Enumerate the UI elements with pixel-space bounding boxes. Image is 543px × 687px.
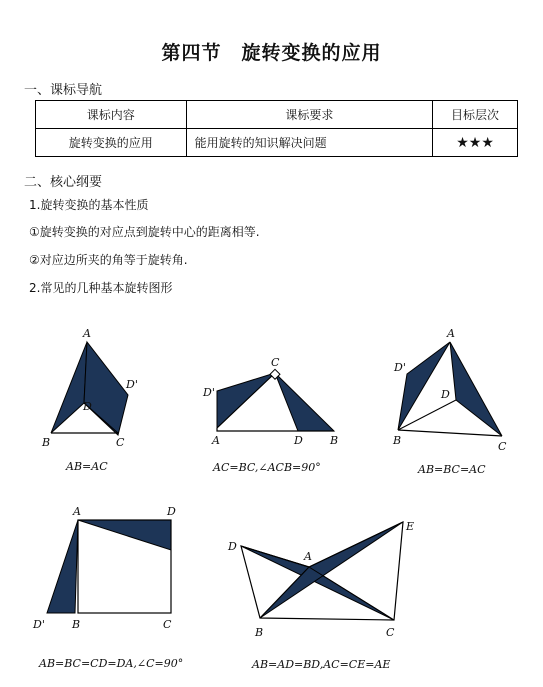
figure-2 xyxy=(202,356,338,474)
vertex-label: A xyxy=(212,434,220,447)
shaded-triangle xyxy=(260,522,403,618)
shaded-triangle xyxy=(241,546,394,620)
vertex-label: D' xyxy=(394,361,406,374)
vertex-label: D xyxy=(228,540,237,553)
body-line: 2.常见的几种基本旋转图形 xyxy=(29,281,173,295)
vertex-label: A xyxy=(304,550,312,563)
vertex-label: A xyxy=(83,327,91,340)
figure-4 xyxy=(32,505,183,670)
table-cell: 能用旋转的知识解决问题 xyxy=(186,129,432,157)
body-line: ①旋转变换的对应点到旋转中心的距离相等. xyxy=(29,225,260,239)
vertex-label: B xyxy=(330,434,339,447)
vertex-label: B xyxy=(72,618,81,631)
figure-caption: AB=AD=BD,AC=CE=AE xyxy=(252,658,391,671)
section-heading-curriculum: 一、课标导航 xyxy=(24,83,103,98)
table-header-cell: 课标要求 xyxy=(186,101,432,129)
vertex-label: B xyxy=(255,626,264,639)
figure-caption: AB=AC xyxy=(66,460,108,473)
vertex-label: B xyxy=(42,436,51,449)
vertex-label: C xyxy=(271,356,280,369)
vertex-label: D xyxy=(294,434,303,447)
body-line: ②对应边所夹的角等于旋转角. xyxy=(29,253,188,267)
shaded-triangle xyxy=(275,373,334,431)
vertex-label: C xyxy=(163,618,172,631)
page-title: 第四节 旋转变换的应用 xyxy=(161,42,382,64)
vertex-label: D xyxy=(83,400,92,413)
vertex-label: A xyxy=(447,327,455,340)
section-heading-outline: 二、核心纲要 xyxy=(24,175,103,190)
vertex-label: D' xyxy=(126,378,138,391)
vertex-label: D xyxy=(441,388,450,401)
table-cell: 旋转变换的应用 xyxy=(36,129,187,157)
vertex-label: A xyxy=(73,505,81,518)
vertex-label: C xyxy=(116,436,125,449)
figure-1 xyxy=(41,327,138,473)
figure-caption: AB=BC=AC xyxy=(418,463,486,476)
vertex-label: D xyxy=(167,505,176,518)
vertex-label: D' xyxy=(33,618,45,631)
figure-3 xyxy=(392,327,507,476)
body-line: 1.旋转变换的基本性质 xyxy=(29,198,149,212)
shaded-triangle xyxy=(450,342,502,436)
vertex-label: C xyxy=(386,626,395,639)
figure-caption: AC=BC,∠ACB=90° xyxy=(213,461,321,474)
vertex-label: E xyxy=(406,520,415,533)
vertex-label: C xyxy=(498,440,507,453)
shaded-triangle xyxy=(78,520,171,550)
shaded-triangle xyxy=(47,520,78,613)
figure-5 xyxy=(227,520,414,671)
figure-caption: AB=BC=CD=DA,∠C=90° xyxy=(39,657,184,670)
table-header-cell: 目标层次 xyxy=(433,101,518,129)
shaded-triangle xyxy=(51,342,87,433)
vertex-label: D' xyxy=(203,386,215,399)
star-rating: ★★★ xyxy=(433,129,518,157)
vertex-label: B xyxy=(393,434,402,447)
shaded-quadrilateral xyxy=(84,342,128,435)
table-header-cell: 课标内容 xyxy=(36,101,187,129)
